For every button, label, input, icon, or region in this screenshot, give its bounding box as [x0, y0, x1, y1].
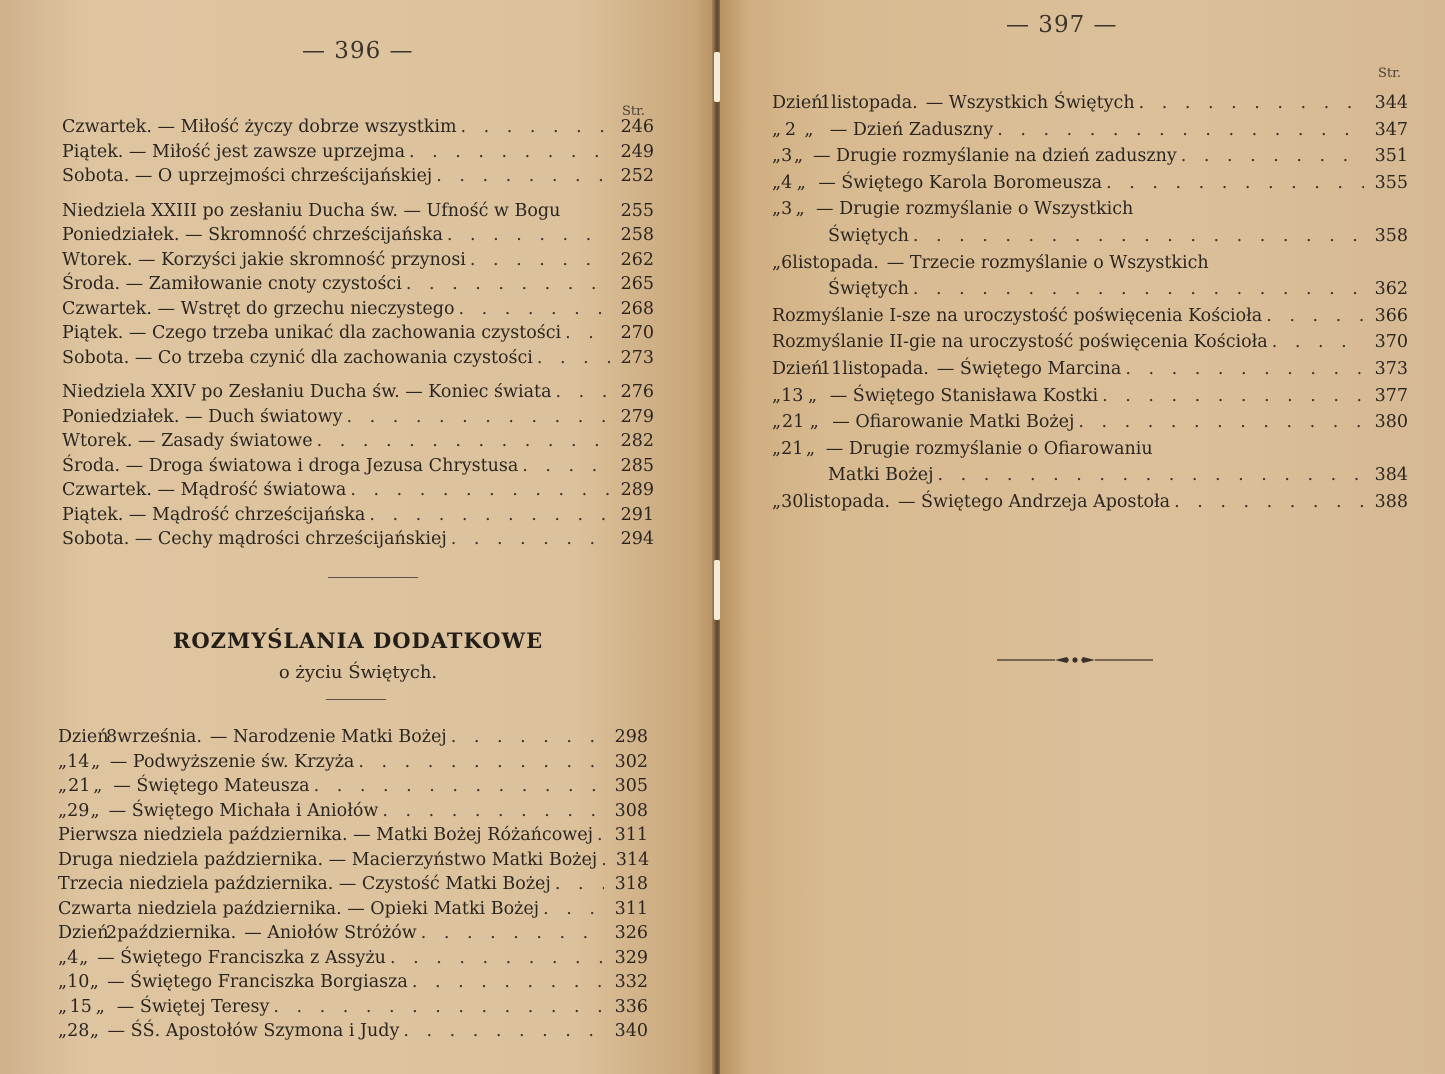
section-gap [62, 370, 654, 380]
entry-title: — Świętego Stanisława Kostki [829, 385, 1099, 406]
page-number: — 396 — [302, 38, 414, 64]
dot-leader [443, 223, 610, 248]
entry-month: „ [808, 385, 818, 406]
ornament-divider [995, 652, 1155, 668]
entry-title: — Dzień Zaduszny [829, 119, 994, 140]
dot-leader [1262, 303, 1364, 330]
entry-page: 282 [620, 431, 654, 451]
entry-title: — Świętego Marcina [936, 358, 1122, 379]
toc-entry [58, 872, 648, 897]
entry-title: Czwartek. — Miłość życzy dobrze wszystkim [62, 117, 457, 137]
entry-page: 329 [614, 947, 648, 968]
entry-page: 384 [1374, 465, 1408, 486]
toc-entry [772, 250, 1408, 277]
right-page [720, 0, 1445, 1074]
dot-leader [399, 1019, 604, 1044]
section-heading: ROZMYŚLANIA DODATKOWE [172, 628, 544, 653]
entry-prefix: „ [58, 996, 68, 1017]
entry-page: 355 [1374, 172, 1408, 193]
entry-month: „ [806, 438, 816, 459]
entry-title: — Drugie rozmyślanie o Wszystkich [816, 199, 1134, 220]
entry-page: 314 [615, 849, 650, 870]
entry-title: Sobota. — Cechy mądrości chrześcijańskiej [62, 529, 447, 549]
toc-entry [62, 454, 654, 479]
entry-page: 388 [1374, 491, 1408, 512]
dot-leader [365, 503, 610, 528]
entry-page: 268 [620, 298, 654, 319]
toc-entry [772, 196, 1408, 223]
entry-prefix: Dzień [58, 727, 109, 747]
entry-page: 311 [614, 898, 648, 919]
entry-day: 29 [67, 800, 90, 821]
entry-month: listopada. [792, 252, 879, 273]
toc-entry [772, 143, 1408, 170]
entry-page: 291 [620, 504, 654, 525]
dot-leader [593, 823, 604, 848]
entry-page: 308 [614, 800, 648, 821]
dot-leader [378, 799, 604, 824]
entry-month: „ [796, 172, 806, 193]
dot-leader [909, 276, 1364, 303]
entry-page: 262 [620, 249, 654, 270]
entry-title: — Świętego Franciszka Borgiasza [107, 972, 408, 992]
entry-title: — Narodzenie Matki Bożej [209, 727, 447, 747]
entry-day: 14 [67, 751, 90, 772]
dot-leader [597, 848, 605, 873]
entry-title: — Świętej Teresy [116, 996, 270, 1017]
dot-leader [269, 995, 604, 1020]
entry-day: 4 [781, 172, 793, 193]
entry-day: 21 [781, 438, 804, 459]
dot-leader [408, 970, 604, 995]
dot-leader [1102, 170, 1364, 197]
entry-prefix: „ [58, 776, 68, 796]
dot-leader [561, 321, 610, 346]
dot-leader [1074, 409, 1364, 436]
dot-leader [552, 380, 611, 405]
toc-entry [62, 248, 654, 273]
entry-title: Środa. — Droga światowa i droga Jezusa Chrystusa [62, 455, 519, 476]
toc-entry [62, 346, 654, 371]
entry-page: 273 [620, 347, 654, 368]
entry-page: 298 [614, 727, 648, 747]
entry-page: 276 [620, 382, 654, 402]
entry-month: listopada. [803, 491, 890, 512]
toc-entry [62, 321, 654, 346]
entry-title: Czwartek. — Wstręt do grzechu nieczystego [62, 298, 455, 319]
dot-leader [402, 272, 610, 297]
entry-prefix: Dzień [772, 358, 823, 379]
section-subheading: o życiu Świętych. [278, 662, 438, 683]
entry-page: 347 [1374, 119, 1408, 140]
entry-page: 336 [614, 996, 649, 1017]
page-column-label: Str. [1378, 66, 1402, 81]
entry-title: Czwartek. — Mądrość światowa [62, 480, 347, 500]
dot-leader [432, 164, 610, 189]
page-column-label: Str. [622, 104, 646, 119]
toc-entry [772, 383, 1408, 410]
entry-prefix: „ [58, 800, 68, 821]
toc-entry [58, 725, 648, 750]
entry-prefix: „ [58, 1021, 68, 1041]
dot-leader [447, 527, 610, 552]
entry-month: „ [95, 996, 105, 1017]
entry-page: 252 [620, 166, 654, 186]
entry-title: — Wszystkich Świętych [925, 93, 1135, 113]
dot-leader [447, 725, 604, 750]
entry-prefix: „ [772, 119, 782, 140]
entry-month: listopada. [831, 93, 918, 113]
toc-entry [58, 946, 648, 971]
dot-leader [386, 946, 604, 971]
entry-month: „ [795, 199, 805, 220]
toc-entry [58, 970, 648, 995]
toc-entry [772, 303, 1408, 330]
divider [326, 699, 386, 700]
entry-day: 6 [781, 252, 793, 273]
entry-title: Piątek. — Miłość jest zawsze uprzejma [62, 141, 406, 162]
entry-prefix: Dzień [58, 923, 109, 943]
entry-title: Świętych [828, 279, 909, 300]
entry-day: 21 [68, 776, 91, 796]
entry-title: — Aniołów Stróżów [244, 923, 417, 943]
dot-leader [346, 478, 610, 503]
toc-entry [772, 170, 1408, 197]
table-of-contents [772, 90, 1408, 516]
saints-list [58, 725, 648, 1044]
entry-page: 285 [620, 455, 654, 476]
entry-day: 2 [106, 923, 118, 943]
toc-entry [772, 329, 1408, 356]
entry-title: Rozmyślanie II-gie na uroczystość poświęcenia Kościoła [772, 332, 1268, 353]
entry-title: — Podwyższenie św. Krzyża [109, 751, 355, 772]
entry-month: listopada. [842, 358, 929, 379]
entry-title: Piątek. — Mądrość chrześcijańska [62, 504, 366, 525]
entry-day: 30 [781, 491, 804, 512]
dot-leader [1098, 383, 1364, 410]
entry-page: 332 [614, 972, 648, 992]
toc-entry [62, 223, 654, 248]
toc-entry [62, 478, 654, 503]
entry-day: 15 [69, 996, 92, 1017]
entry-page: 249 [620, 141, 654, 162]
toc-entry [772, 117, 1408, 144]
toc-entry [772, 90, 1408, 117]
entry-day: 4 [67, 947, 79, 968]
entry-day: 1 [820, 93, 832, 113]
dot-leader [1177, 143, 1364, 170]
entry-title: Środa. — Zamiłowanie cnoty czystości [62, 274, 402, 294]
toc-entry [58, 774, 648, 799]
dot-leader [457, 115, 610, 140]
entry-title: Pierwsza niedziela października. — Matki Bożej Różańcowej [58, 825, 593, 845]
entry-day: 3 [781, 199, 793, 220]
entry-title: Druga niedziela października. — Macierzyństwo Matki Bożej [58, 849, 598, 870]
dot-leader [1268, 329, 1364, 356]
entry-title: — Trzecie rozmyślanie o Wszystkich [886, 252, 1209, 273]
toc-entry [772, 436, 1408, 463]
toc-entry [772, 462, 1408, 489]
dot-leader [354, 750, 604, 775]
dot-leader [313, 429, 610, 454]
page-number: — 397 — [1006, 12, 1118, 38]
toc-entry [62, 527, 654, 552]
entry-day: 28 [67, 1021, 90, 1041]
entry-title: Poniedziałek. — Skromność chrześcijańska [62, 225, 443, 245]
entry-title: — Ofiarowanie Matki Bożej [832, 412, 1075, 433]
toc-entry [62, 140, 654, 165]
entry-prefix: „ [58, 947, 68, 968]
entry-title: — Drugie rozmyślanie o Ofiarowaniu [825, 438, 1153, 459]
entry-page: 265 [620, 274, 654, 294]
toc-entry [62, 199, 654, 224]
toc-entry [58, 921, 648, 946]
entry-day: 13 [781, 385, 804, 406]
dot-leader [454, 297, 610, 322]
entry-title: Sobota. — O uprzejmości chrześcijańskiej [62, 166, 433, 186]
entry-title: Świętych [828, 225, 909, 246]
entry-month: „ [794, 146, 804, 167]
entry-month: „ [809, 412, 819, 433]
entry-title: Piątek. — Czego trzeba unikać dla zachowania czystości [62, 323, 562, 343]
entry-day: 11 [820, 358, 843, 379]
dot-leader [551, 872, 604, 897]
entry-prefix: Dzień [772, 93, 823, 113]
divider [328, 577, 418, 578]
entry-title: Wtorek. — Zasady światowe [62, 431, 313, 451]
entry-page: 358 [1374, 225, 1408, 246]
entry-title: Matki Bożej [828, 465, 934, 486]
toc-entry [62, 115, 654, 140]
entry-month: „ [89, 1021, 99, 1041]
entry-prefix: „ [772, 385, 782, 406]
toc-entry [58, 823, 648, 848]
entry-page: 344 [1374, 93, 1408, 113]
entry-month: „ [90, 800, 100, 821]
entry-page: 377 [1374, 385, 1408, 406]
toc-entry [58, 995, 648, 1020]
entry-prefix: „ [772, 199, 782, 220]
dot-leader [993, 117, 1364, 144]
entry-page: 270 [620, 323, 654, 343]
entry-day: 3 [781, 146, 793, 167]
entry-page: 340 [614, 1021, 648, 1041]
entry-page: 326 [614, 923, 648, 943]
entry-day: 8 [106, 727, 118, 747]
entry-prefix: „ [772, 438, 782, 459]
toc-entry [772, 276, 1408, 303]
toc-entry [58, 799, 648, 824]
entry-page: 370 [1374, 332, 1408, 353]
entry-title: — Świętego Mateusza [113, 776, 310, 796]
entry-day: 10 [67, 972, 90, 992]
entry-prefix: „ [772, 412, 782, 433]
entry-title: Czwarta niedziela października. — Opieki Matki Bożej [58, 898, 540, 919]
toc-entry [772, 409, 1408, 436]
entry-month: „ [91, 751, 101, 772]
entry-prefix: „ [772, 252, 782, 273]
entry-month: „ [79, 947, 89, 968]
section-gap [62, 189, 654, 199]
dot-leader [1121, 356, 1364, 383]
entry-prefix: „ [772, 146, 782, 167]
entry-page: 289 [620, 480, 654, 500]
dot-leader [417, 921, 604, 946]
toc-entry [772, 489, 1408, 516]
dot-leader [1135, 90, 1364, 117]
entry-title: Rozmyślanie I-sze na uroczystość poświęcenia Kościoła [772, 305, 1263, 326]
toc-entry [62, 272, 654, 297]
toc-entry [62, 164, 654, 189]
toc-entry [62, 405, 654, 430]
entry-page: 258 [620, 225, 654, 245]
entry-month: „ [93, 776, 103, 796]
entry-title: Sobota. — Co trzeba czynić dla zachowania czystości [62, 347, 533, 368]
toc-entry [62, 429, 654, 454]
entry-title: — ŚŚ. Apostołów Szymona i Judy [107, 1021, 400, 1041]
entry-prefix: „ [772, 491, 782, 512]
toc-entry [772, 356, 1408, 383]
dot-leader [466, 248, 610, 273]
toc-entry [62, 503, 654, 528]
entry-month: października. [117, 923, 237, 943]
entry-page: 318 [614, 874, 648, 894]
entry-title: Poniedziałek. — Duch światowy [62, 406, 343, 427]
table-of-contents [62, 115, 654, 552]
left-page [0, 0, 716, 1074]
entry-page: 362 [1374, 279, 1408, 300]
entry-page: 366 [1374, 305, 1408, 326]
entry-page: 246 [620, 117, 654, 137]
entry-page: 294 [620, 529, 654, 549]
entry-title: Trzecia niedziela października. — Czystość Matki Bożej [58, 874, 551, 894]
entry-title: Niedziela XXIII po zesłaniu Ducha św. — Ufność w Bogu [62, 200, 561, 221]
dot-leader [539, 897, 604, 922]
entry-page: 311 [614, 825, 648, 845]
dot-leader [533, 346, 610, 371]
entry-title: — Świętego Franciszka z Assyżu [97, 947, 386, 968]
entry-prefix: „ [58, 972, 68, 992]
entry-page: 279 [620, 406, 654, 427]
entry-page: 305 [614, 776, 648, 796]
entry-page: 373 [1374, 358, 1408, 379]
dot-leader [518, 454, 610, 479]
entry-prefix: „ [772, 172, 782, 193]
entry-day: 2 [784, 119, 797, 140]
dot-leader [310, 774, 604, 799]
dot-leader [1170, 489, 1364, 516]
entry-title: — Drugie rozmyślanie na dzień zaduszny [812, 146, 1177, 167]
entry-page: 351 [1374, 146, 1408, 167]
toc-entry [62, 380, 654, 405]
entry-page: 302 [614, 751, 648, 772]
entry-title: — Świętego Karola Boromeusza [818, 172, 1103, 193]
toc-entry [58, 848, 648, 873]
dot-leader [934, 462, 1364, 489]
entry-month: „ [89, 972, 99, 992]
toc-entry [62, 297, 654, 322]
dot-leader [405, 140, 610, 165]
dot-leader [909, 223, 1364, 250]
entry-day: 21 [781, 412, 805, 433]
entry-prefix: „ [58, 751, 68, 772]
entry-title: Niedziela XXIV po Zesłaniu Ducha św. — Koniec świata [62, 382, 552, 402]
entry-page: 255 [620, 200, 654, 221]
toc-entry [58, 1019, 648, 1044]
entry-title: — Świętego Michała i Aniołów [108, 800, 379, 821]
entry-title: Wtorek. — Korzyści jakie skromność przynosi [62, 249, 466, 270]
entry-page: 380 [1374, 412, 1408, 433]
toc-entry [772, 223, 1408, 250]
toc-entry [58, 897, 648, 922]
entry-title: — Świętego Andrzeja Apostoła [897, 491, 1171, 512]
dot-leader [342, 405, 610, 430]
entry-month: września. [117, 727, 202, 747]
toc-entry [58, 750, 648, 775]
entry-month: „ [804, 119, 814, 140]
